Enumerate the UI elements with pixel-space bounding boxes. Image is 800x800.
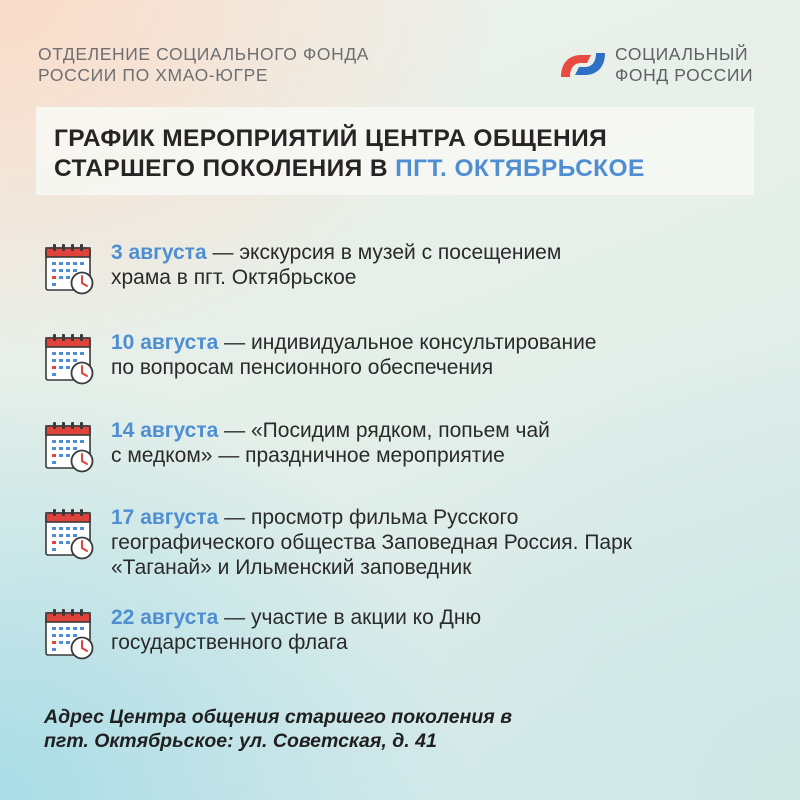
event-text [111,418,761,468]
event-date: 22 августа [111,606,219,629]
title-highlight: ПГТ. ОКТЯБРЬСКОЕ [395,155,645,182]
calendar-clock-icon [44,333,96,385]
event-date: 10 августа [111,331,219,354]
event-line-1 [111,605,761,630]
brand-line-2: ФОНД РОССИИ [615,65,754,85]
organization-line-1: ОТДЕЛЕНИЕ СОЦИАЛЬНОГО ФОНДА [38,44,370,64]
event-date: 3 августа [111,241,207,264]
title-line-2 [54,154,645,184]
event-line-2: храма в пгт. Октябрьское [111,266,357,289]
event-text [111,330,761,380]
calendar-clock-icon [44,508,96,560]
event-description: — индивидуальное консультирование [218,331,597,354]
event-date: 17 августа [111,506,219,529]
event-text [111,240,761,290]
event-description: — просмотр фильма Русского [218,506,519,529]
event-description: — «Посидим рядком, попьем чай [218,419,550,442]
organization-name [38,44,369,86]
event-line-2: государственного флага [111,631,348,654]
page-title [54,124,645,184]
event-line-1 [111,330,761,355]
event-line-1 [111,505,761,530]
event-line-1 [111,240,761,265]
brand-block [557,44,753,86]
sfr-logo-icon [557,47,609,83]
event-line-2: географического общества Заповедная Россия. Парк [111,531,632,554]
event-line-2: с медком» — праздничное мероприятие [111,444,505,467]
event-line-2: по вопросам пенсионного обеспечения [111,356,494,379]
event-line-3: «Таганай» и Ильменский заповедник [111,556,472,579]
calendar-clock-icon [44,243,96,295]
title-panel [36,107,754,195]
event-text [111,505,761,580]
event-description: — участие в акции ко Дню [218,606,482,629]
brand-line-1: СОЦИАЛЬНЫЙ [615,44,749,64]
address-note [44,705,512,753]
event-line-1 [111,418,761,443]
event-description: — экскурсия в музей с посещением [206,241,562,264]
event-text [111,605,761,655]
brand-name [615,44,753,86]
calendar-clock-icon [44,421,96,473]
title-line-1: ГРАФИК МЕРОПРИЯТИЙ ЦЕНТРА ОБЩЕНИЯ [54,125,608,152]
title-line-2-text: СТАРШЕГО ПОКОЛЕНИЯ В [54,155,396,182]
address-line-2: пгт. Октябрьское: ул. Советская, д. 41 [44,730,437,752]
address-line-1: Адрес Центра общения старшего поколения в [44,706,512,728]
organization-line-2: РОССИИ ПО ХМАО-ЮГРЕ [38,65,269,85]
calendar-clock-icon [44,608,96,660]
event-date: 14 августа [111,419,219,442]
